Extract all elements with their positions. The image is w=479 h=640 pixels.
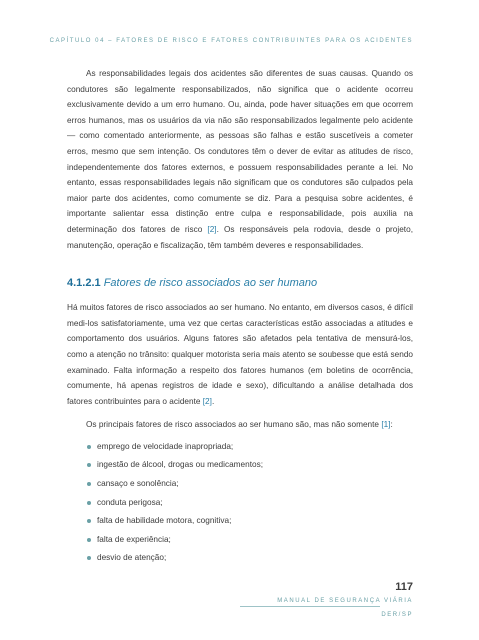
citation-link[interactable]: [2] — [202, 396, 212, 406]
paragraph-text: : — [390, 420, 393, 430]
list-item — [87, 456, 413, 475]
page-number: 117 — [395, 581, 413, 593]
section-number: 4.1.2.1 — [67, 277, 101, 290]
bullet-icon — [87, 538, 91, 542]
running-header: CAPÍTULO 04 – FATORES DE RISCO E FATORES CONTRIBUINTES PARA OS ACIDENTES — [49, 38, 413, 44]
body-paragraph — [67, 417, 413, 433]
list-item-text: ingestão de álcool, drogas ou medicamentos; — [97, 460, 264, 470]
citation-link[interactable]: [1] — [381, 420, 391, 430]
bullet-icon — [87, 556, 91, 560]
list-item-text: cansaço e sonolência; — [97, 479, 179, 489]
list-item-text: falta de habilidade motora, cognitiva; — [97, 516, 232, 526]
body-paragraph — [67, 300, 413, 409]
list-item — [87, 494, 413, 513]
risk-factor-list — [67, 438, 413, 568]
paragraph-text: Há muitos fatores de risco associados ao ser humano. No entanto, em diversos casos, é difícil medi-los satisfatoriamente, uma vez que certas características estão associadas a atitudes e comportamento dos usuários. Alguns fatores são afetados pela tentativa de mensurá-los, como a atenção no trânsito: qualquer motorista seria mais atento se soubesse que está sendo examinado. Falta informação a respeito dos fatores humanos (em boletins de ocorrência, comumente, há apenas registros de idade e sexo), dificultando a análise detalhada dos fatores contribuintes para o acidente — [67, 303, 413, 406]
bullet-icon — [87, 445, 91, 449]
bullet-icon — [87, 501, 91, 505]
bullet-icon — [87, 463, 91, 467]
footer-organization: DER/SP — [381, 612, 413, 618]
bullet-icon — [87, 519, 91, 523]
page-content — [67, 66, 413, 568]
paragraph-text: Os principais fatores de risco associados ao ser humano são, mas não somente — [86, 420, 382, 430]
list-item-text: falta de experiência; — [97, 534, 171, 544]
list-item — [87, 438, 413, 457]
list-item — [87, 531, 413, 550]
section-title: Fatores de risco associados ao ser humano — [103, 277, 318, 290]
section-heading — [67, 276, 413, 291]
paragraph-text: As responsabilidades legais dos acidentes são diferentes de suas causas. Quando os condutores são legalmente responsabilizados, não significa que o acidente ocorreu exclusivamente devido a um erro humano. Ou, ainda, pode haver situações em que ocorrem erros humanos, mas os usuários da via não são responsabilizados legalmente pelo acidente — como comentado anteriormente, as pessoas são falhas e estão suscetíveis a cometer erros, mesmo que sem intenção. Os condutores têm o dever de evitar as atitudes de risco, independentemente dos fatores externos, e possuem responsabilidades perante a lei. No entanto, essas responsabilidades legais não significam que os condutores são culpados pela maior parte dos acidentes, como comumente se diz. Para a pesquisa sobre acidentes, é importante salientar essa distinção entre culpa e responsabilidade, pois auxilia na determinação dos fatores de risco — [67, 69, 413, 234]
list-item-text: emprego de velocidade inapropriada; — [97, 441, 234, 451]
bullet-icon — [87, 482, 91, 486]
list-item — [87, 475, 413, 494]
footer-manual-title: MANUAL DE SEGURANÇA VIÁRIA — [277, 598, 413, 604]
body-paragraph — [67, 66, 413, 253]
citation-link[interactable]: [2] — [207, 224, 217, 234]
footer-divider — [240, 606, 380, 607]
list-item-text: desvio de atenção; — [97, 553, 167, 563]
paragraph-text: . Os responsáveis pela rodovia, desde o projeto, manutenção, operação e fiscalização, têm também deveres e responsabilidades. — [67, 224, 413, 250]
paragraph-text: . — [211, 396, 215, 406]
list-item-text: conduta perigosa; — [97, 497, 163, 507]
list-item — [87, 512, 413, 531]
list-item — [87, 549, 413, 568]
